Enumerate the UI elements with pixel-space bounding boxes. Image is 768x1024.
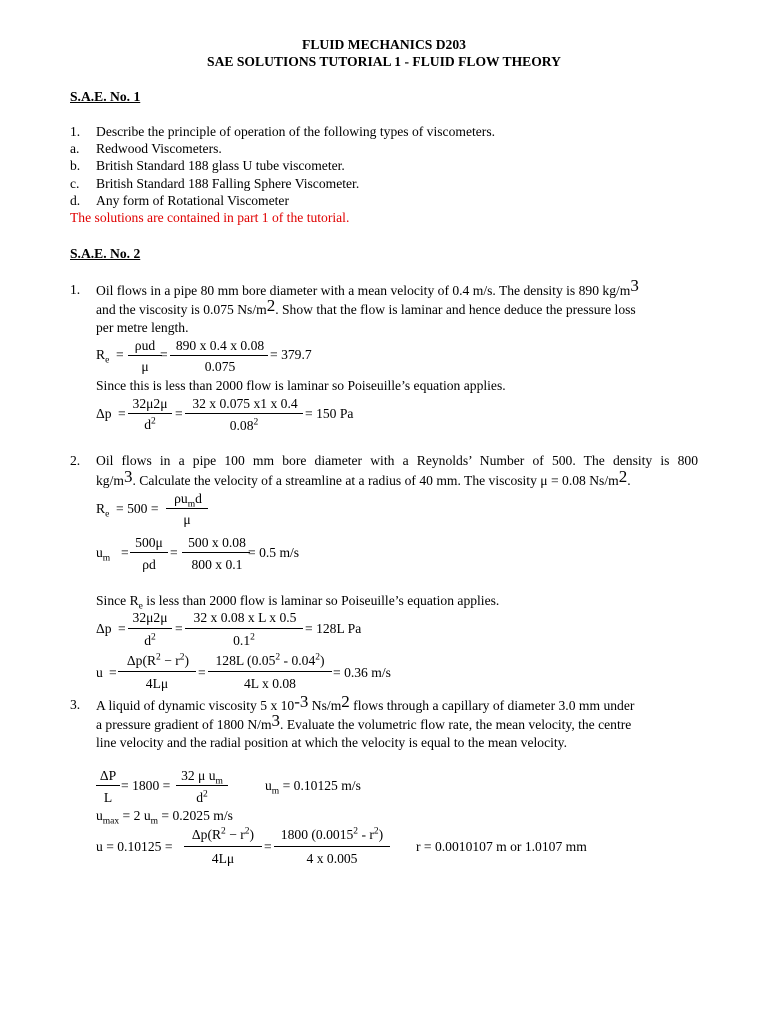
equals-sign: = (175, 406, 183, 421)
pressure-drop-symbol: Δp (96, 621, 112, 636)
fraction-numerator: 32 μ $u_m$ (181, 768, 223, 787)
fraction-numerator: 32μ2μ (132, 396, 168, 411)
sae1-item-text: British Standard 188 Falling Sphere Viscometer. (96, 176, 360, 191)
fraction-numerator: 890 x 0.4 x 0.08 (175, 338, 265, 353)
sae1-item-text: Redwood Viscometers. (96, 141, 222, 156)
equation-middle: = 1800 = (121, 778, 171, 793)
pressure-drop-symbol: Δp (96, 406, 112, 421)
fraction-numerator: $\Delta p(R^2 - r^2)$ (126, 652, 190, 668)
fraction-denominator: μ (141, 359, 149, 374)
document-title: FLUID MECHANICS D203 (302, 37, 466, 52)
problem1-line2: and the viscosity is 0.075 Ns/m2. Show that the flow is laminar and hence deduce the pressure loss (96, 296, 636, 317)
fraction-bar (128, 413, 172, 414)
radius-equation-lhs: u = 0.10125 = (96, 839, 173, 854)
fraction-denominator: 0.075 (204, 359, 236, 374)
equation-result: = 0.5 m/s (248, 545, 300, 560)
problem3-number: 3. (70, 697, 81, 712)
fraction-denominator: ρd (142, 557, 156, 572)
sae1-item-label: d. (70, 193, 81, 208)
fraction-denominator: 4L x 0.08 (244, 676, 296, 691)
fraction-denominator: $d^2$ (196, 789, 208, 805)
fraction-denominator: 4 x 0.005 (306, 851, 358, 866)
problem3-line3: line velocity and the radial position at which the velocity is equal to the mean velocity. (96, 735, 567, 750)
fraction-numerator: 128L (0.05$^2$ - 0.04$^2$) (215, 652, 325, 668)
problem2-laminar-note: Since $R_e$ is less than 2000 flow is laminar so Poiseuille’s equation applies. (96, 593, 500, 612)
radius-result: r = 0.0010107 m or 1.0107 mm (416, 839, 587, 854)
fraction-denominator: L (103, 790, 113, 805)
equals-sign: = (118, 406, 126, 421)
problem2-line1: Oil flows in a pipe 100 mm bore diameter with a Reynolds’ Number of 500. The density is 800 (96, 453, 698, 468)
problem3-line2: a pressure gradient of 1800 N/m3. Evaluate the volumetric flow rate, the mean velocity, the centre (96, 711, 632, 732)
document-subtitle: SAE SOLUTIONS TUTORIAL 1 - FLUID FLOW THEORY (207, 54, 561, 69)
equals-sign: = (116, 347, 124, 362)
fraction-numerator: 500μ (135, 535, 163, 550)
fraction-numerator: 32 x 0.08 x L x 0.5 (193, 610, 297, 625)
velocity-symbol: u (96, 665, 103, 680)
fraction-numerator: 1800 $(0.0015^2 - r^2)$ (280, 826, 384, 842)
problem2-reynolds-equation: $R_e$ (96, 501, 110, 520)
problem1-line3: per metre length. (96, 320, 189, 335)
fraction-bar (130, 552, 168, 553)
problem1-laminar-note: Since this is less than 2000 flow is laminar so Poiseuille’s equation applies. (96, 378, 506, 393)
fraction-numerator: $\rho u_md$ (174, 491, 202, 510)
fraction-bar (176, 785, 228, 786)
equals-sign: = (121, 545, 129, 560)
fraction-bar (208, 671, 332, 672)
fraction-bar (185, 413, 303, 414)
mean-velocity-result: $u_m = 0.10125$ m/s (265, 778, 361, 797)
equation-result: = 150 Pa (305, 406, 354, 421)
problem3-line1: A liquid of dynamic viscosity 5 x 10-3 Ns/m2 flows through a capillary of diameter 3.0 mm under (96, 692, 635, 713)
problem1-reynolds-equation: $R_e$ (96, 347, 110, 366)
equals-sign: = (160, 347, 168, 362)
sae2-heading: S.A.E. No. 2 (70, 246, 141, 261)
fraction-denominator: $d^2$ (144, 632, 156, 648)
sae1-q1-text: Describe the principle of operation of the following types of viscometers. (96, 124, 496, 139)
fraction-bar (274, 846, 390, 847)
sae1-q1-number: 1. (70, 124, 81, 139)
equals-sign: = (198, 665, 206, 680)
sae1-heading: S.A.E. No. 1 (70, 89, 141, 104)
sae1-solution-note: The solutions are contained in part 1 of the tutorial. (70, 210, 350, 225)
equals-sign: = (109, 665, 117, 680)
fraction-numerator: ρud (134, 338, 156, 353)
fraction-numerator: 32 x 0.075 x1 x 0.4 (192, 396, 298, 411)
fraction-denominator: $0.1^2$ (233, 632, 255, 648)
problem1-number: 1. (70, 282, 81, 297)
sae1-item-label: c. (70, 176, 80, 191)
equals-sign: = (118, 621, 126, 636)
equals-sign: = (264, 839, 272, 854)
fraction-bar (128, 355, 162, 356)
mean-velocity-symbol: $u_m$ (96, 545, 111, 564)
fraction-bar (128, 628, 172, 629)
fraction-denominator: $d^2$ (144, 416, 156, 432)
fraction-bar (182, 552, 250, 553)
fraction-bar (184, 846, 262, 847)
equation-result: = 128L Pa (305, 621, 362, 636)
fraction-numerator: $\Delta p(R^2 - r^2)$ (191, 826, 255, 842)
equals-sign: = (170, 545, 178, 560)
fraction-numerator: 32μ2μ (132, 610, 168, 625)
fraction-bar (170, 355, 268, 356)
fraction-denominator: μ (183, 512, 191, 527)
fraction-bar (166, 508, 208, 509)
equals-sign: = (175, 621, 183, 636)
sae1-item-text: British Standard 188 glass U tube viscometer. (96, 158, 345, 173)
equation-middle: = 500 = (116, 501, 159, 516)
fraction-bar (185, 628, 303, 629)
equation-result: = 0.36 m/s (333, 665, 391, 680)
fraction-bar (96, 785, 120, 786)
sae1-item-label: a. (70, 141, 80, 156)
equation-result: = 379.7 (270, 347, 312, 362)
fraction-numerator: ΔP (99, 768, 117, 783)
fraction-denominator: 0.08$^2$ (229, 417, 259, 433)
problem2-line2: kg/m3. Calculate the velocity of a streamline at a radius of 40 mm. The viscosity μ = 0.08 Ns/m2. (96, 467, 631, 488)
problem1-line1: Oil flows in a pipe 80 mm bore diameter with a mean velocity of 0.4 m/s. The density is 890 kg/m3 (96, 276, 639, 298)
fraction-denominator: 4Lμ (211, 851, 235, 866)
fraction-bar (118, 671, 196, 672)
max-velocity-equation: $u_{max} = 2$ $u_m = 0.2025$ m/s (96, 808, 233, 827)
fraction-denominator: 4Lμ (145, 676, 169, 691)
fraction-numerator: 500 x 0.08 (188, 535, 246, 550)
fraction-denominator: 800 x 0.1 (191, 557, 243, 572)
sae1-item-text: Any form of Rotational Viscometer (96, 193, 289, 208)
sae1-item-label: b. (70, 158, 81, 173)
problem2-number: 2. (70, 453, 81, 468)
